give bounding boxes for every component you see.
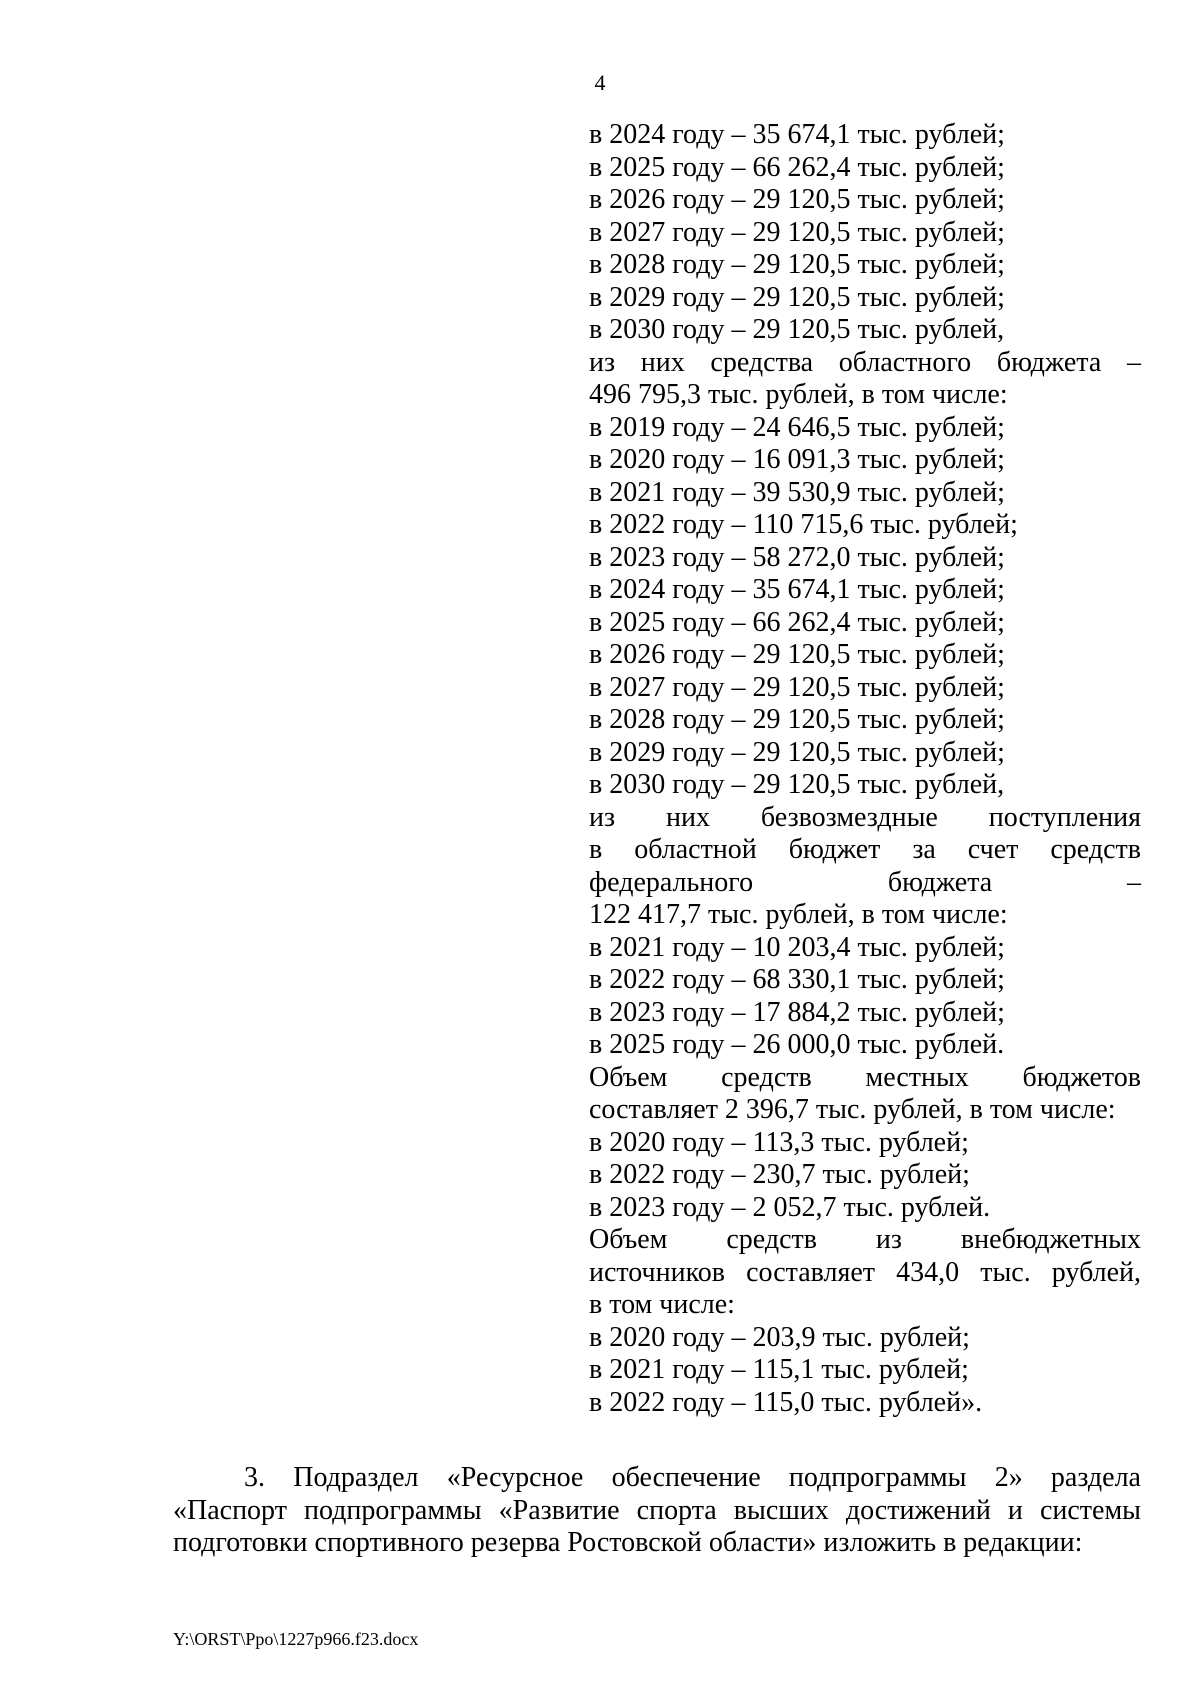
federal-budget-intro bbox=[589, 802, 1141, 932]
extrabudget-intro-line: в том числе: bbox=[589, 1289, 735, 1320]
federal-intro-line: федерального бюджета – bbox=[589, 866, 1141, 898]
funding-line: в 2022 году – 68 330,1 тыс. рублей; bbox=[589, 964, 1005, 995]
extrabudget-intro bbox=[589, 1224, 1141, 1322]
funding-line: в 2027 году – 29 120,5 тыс. рублей; bbox=[589, 671, 1005, 703]
funding-line: в 2024 году – 35 674,1 тыс. рублей; bbox=[589, 119, 1005, 150]
funding-line: в 2025 году – 66 262,4 тыс. рублей; bbox=[589, 151, 1005, 183]
regional-intro-line: 496 795,3 тыс. рублей, в том числе: bbox=[589, 379, 1008, 410]
funding-line: в 2022 году – 115,0 тыс. рублей». bbox=[589, 1386, 983, 1418]
extrabudget-intro-line: источников составляет 434,0 тыс. рублей, bbox=[589, 1256, 1141, 1288]
funding-line: в 2024 году – 35 674,1 тыс. рублей; bbox=[589, 574, 1005, 605]
page-number: 4 bbox=[594, 70, 606, 95]
funding-line: в 2026 году – 29 120,5 тыс. рублей; bbox=[589, 639, 1005, 670]
funding-line: в 2025 году – 66 262,4 тыс. рублей; bbox=[589, 606, 1005, 638]
footer-file-path: Y:\ORST\Ppo\1227p966.f23.docx bbox=[173, 1629, 419, 1649]
funding-line: в 2023 году – 58 272,0 тыс. рублей; bbox=[589, 541, 1005, 573]
funding-line: в 2028 году – 29 120,5 тыс. рублей; bbox=[589, 249, 1005, 280]
funding-line: в 2026 году – 29 120,5 тыс. рублей; bbox=[589, 184, 1005, 215]
funding-line: в 2021 году – 115,1 тыс. рублей; bbox=[589, 1354, 969, 1385]
federal-intro-line: из них безвозмездные поступления bbox=[589, 801, 1141, 833]
funding-line: в 2030 году – 29 120,5 тыс. рублей, bbox=[589, 314, 1005, 345]
funding-list-federal bbox=[589, 932, 1141, 1062]
funding-list-local bbox=[589, 1127, 1141, 1225]
extrabudget-intro-line: Объем средств из внебюджетных bbox=[589, 1224, 1141, 1255]
funding-line: в 2027 году – 29 120,5 тыс. рублей; bbox=[589, 216, 1005, 248]
funding-line: в 2021 году – 39 530,9 тыс. рублей; bbox=[589, 476, 1005, 508]
funding-line: в 2019 году – 24 646,5 тыс. рублей; bbox=[589, 411, 1005, 443]
funding-line: в 2022 году – 230,7 тыс. рублей; bbox=[589, 1159, 970, 1190]
funding-line: в 2023 году – 17 884,2 тыс. рублей; bbox=[589, 996, 1005, 1028]
funding-line: в 2022 году – 110 715,6 тыс. рублей; bbox=[589, 509, 1018, 540]
funding-line: в 2025 году – 26 000,0 тыс. рублей. bbox=[589, 1029, 1005, 1060]
paragraph-3 bbox=[173, 1462, 1141, 1560]
funding-line: в 2029 году – 29 120,5 тыс. рублей; bbox=[589, 281, 1005, 313]
funding-list-extrabudget bbox=[589, 1322, 1141, 1420]
funding-line: в 2020 году – 16 091,3 тыс. рублей; bbox=[589, 444, 1005, 475]
federal-intro-line: в областной бюджет за счет средств bbox=[589, 834, 1141, 865]
funding-line: в 2021 году – 10 203,4 тыс. рублей; bbox=[589, 931, 1005, 963]
paragraph-3-line: 3. Подраздел «Ресурсное обеспечение подпрограммы 2» раздела bbox=[244, 1462, 1141, 1493]
local-budget-intro bbox=[589, 1062, 1141, 1127]
funding-line: в 2023 году – 2 052,7 тыс. рублей. bbox=[589, 1191, 991, 1223]
federal-intro-line: 122 417,7 тыс. рублей, в том числе: bbox=[589, 899, 1008, 930]
funding-list-total bbox=[589, 119, 1141, 347]
funding-line: в 2029 году – 29 120,5 тыс. рублей; bbox=[589, 736, 1005, 768]
regional-budget-intro bbox=[589, 347, 1141, 412]
paragraph-3-line: подготовки спортивного резерва Ростовской области» изложить в редакции: bbox=[173, 1527, 1083, 1558]
funding-column bbox=[589, 119, 1141, 1419]
local-intro-line: составляет 2 396,7 тыс. рублей, в том числе: bbox=[589, 1094, 1116, 1125]
funding-line: в 2020 году – 203,9 тыс. рублей; bbox=[589, 1321, 970, 1353]
funding-line: в 2028 году – 29 120,5 тыс. рублей; bbox=[589, 704, 1005, 735]
local-intro-line: Объем средств местных бюджетов bbox=[589, 1061, 1141, 1093]
funding-line: в 2020 году – 113,3 тыс. рублей; bbox=[589, 1126, 969, 1158]
funding-list-regional bbox=[589, 412, 1141, 802]
funding-line: в 2030 году – 29 120,5 тыс. рублей, bbox=[589, 769, 1005, 800]
regional-intro-line: из них средства областного бюджета – bbox=[589, 346, 1141, 378]
paragraph-3-line: «Паспорт подпрограммы «Развитие спорта высших достижений и системы bbox=[173, 1494, 1141, 1526]
